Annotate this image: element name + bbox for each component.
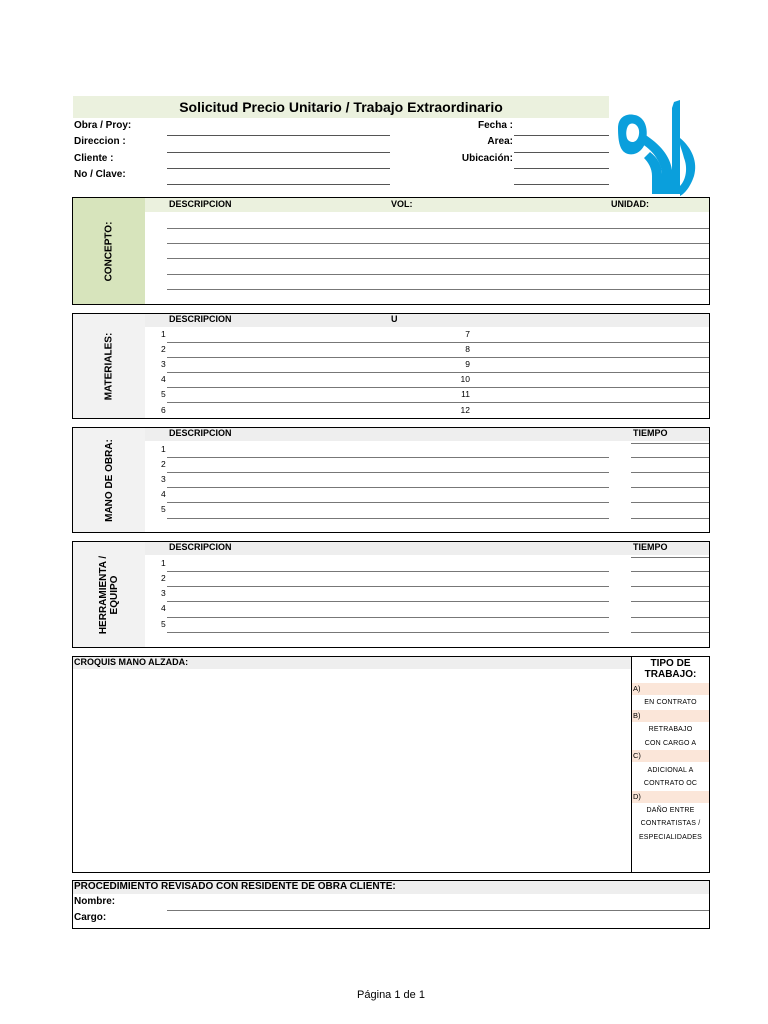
materiales-row-number: 1 [161,329,166,339]
mano-obra-row-number: 3 [161,474,166,484]
tipo-trabajo-title-line2: TRABAJO: [644,669,697,680]
area-field[interactable] [514,152,609,153]
mano-obra-row-number: 5 [161,504,166,514]
tipo-option-d-text: DAÑO ENTRE [646,807,695,814]
materiales-side [73,314,145,418]
mano-obra-tiempo-line[interactable] [631,518,709,519]
concepto-col-unidad: UNIDAD: [611,199,649,209]
herramienta-label-line1: HERRAMIENTA / [98,555,109,634]
fecha-label: Fecha : [477,120,513,131]
materiales-line[interactable] [167,357,709,358]
materiales-row-number: 11 [461,389,470,399]
direccion-field[interactable] [167,152,390,153]
materiales-col-descripcion: DESCRIPCION [169,314,232,324]
tipo-option-a-text: EN CONTRATO [644,699,697,706]
herramienta-tiempo-line[interactable] [631,601,709,602]
herramienta-row-number: 4 [161,603,166,613]
materiales-row-number: 9 [465,359,470,369]
mano-obra-desc-line[interactable] [167,502,609,503]
company-logo-icon [614,98,700,198]
mano-obra-desc-line[interactable] [167,472,609,473]
herramienta-label [98,555,120,633]
herramienta-tiempo-line[interactable] [631,586,709,587]
materiales-row-number: 12 [460,405,470,415]
materiales-line[interactable] [167,372,709,373]
concepto-label: CONCEPTO: [103,221,115,281]
tipo-option-d-text: CONTRATISTAS / [640,820,701,827]
materiales-line[interactable] [167,387,709,388]
herramienta-col-descripcion: DESCRIPCION [169,542,232,552]
area-label: Area: [487,136,513,147]
tipo-option-d-letter[interactable]: D) [632,791,709,803]
fecha-field[interactable] [514,135,609,136]
materiales-row-number: 2 [161,344,166,354]
mano-obra-tiempo-line[interactable] [631,457,709,458]
direccion-label: Direccion : [74,136,126,147]
mano-obra-desc-line[interactable] [167,457,609,458]
procedimiento-label: PROCEDIMIENTO REVISADO CON RESIDENTE DE OBRA CLIENTE: [74,881,396,892]
materiales-row-number: 10 [460,374,470,384]
mano-obra-label: MANO DE OBRA: [103,438,115,522]
tipo-option-a-letter[interactable]: A) [632,683,709,695]
herramienta-label-line2: EQUIPO [109,575,120,614]
herramienta-tiempo-line[interactable] [631,617,709,618]
mano-obra-col-tiempo: TIEMPO [633,428,668,438]
herramienta-row-number: 1 [161,558,166,568]
herramienta-row-number: 5 [161,619,166,629]
materiales-row-number: 3 [161,359,166,369]
tipo-trabajo-title [632,658,709,680]
concepto-line[interactable] [167,243,709,244]
cliente-field[interactable] [167,168,390,169]
mano-obra-col-descripcion: DESCRIPCION [169,428,232,438]
nombre-label: Nombre: [74,896,116,907]
clave-label: No / Clave: [74,169,126,180]
materiales-line[interactable] [167,402,709,403]
concepto-line[interactable] [167,274,709,275]
materiales-label: MATERIALES: [103,332,115,400]
mano-obra-row-number: 4 [161,489,166,499]
materiales-col-u: U [391,314,398,324]
mano-obra-side [73,428,145,532]
concepto-col-descripcion: DESCRIPCION [169,199,232,209]
obra-label: Obra / Proy: [74,120,132,131]
concepto-line[interactable] [167,228,709,229]
concepto-line[interactable] [167,258,709,259]
mano-obra-tiempo-line[interactable] [631,502,709,503]
materiales-line[interactable] [167,342,709,343]
herramienta-tiempo-line[interactable] [631,557,709,558]
materiales-row-number: 5 [161,389,166,399]
tipo-option-d-text: ESPECIALIDADES [638,834,703,841]
mano-obra-desc-line[interactable] [167,487,609,488]
tipo-trabajo-title-line1: TIPO DE [650,658,691,669]
herramienta-desc-line[interactable] [167,632,609,633]
tipo-option-c-letter[interactable]: C) [632,750,709,762]
page-footer: Página 1 de 1 [357,989,425,1001]
mano-obra-row-number: 2 [161,459,166,469]
page-title: Solicitud Precio Unitario / Trabajo Extraordinario [179,99,503,115]
mano-obra-row-number: 1 [161,444,166,454]
croquis-label: CROQUIS MANO ALZADA: [74,657,189,667]
materiales-row-number: 8 [465,344,470,354]
obra-field[interactable] [167,135,390,136]
concepto-side [73,198,145,304]
herramienta-desc-line[interactable] [167,617,609,618]
concepto-col-vol: VOL: [391,199,413,209]
clave-field[interactable] [167,184,390,185]
herramienta-row-number: 3 [161,588,166,598]
tipo-trabajo-panel [631,657,709,872]
cargo-field[interactable] [167,911,709,927]
tipo-option-b-letter[interactable]: B) [632,710,709,722]
croquis-drawing-area[interactable] [73,669,631,872]
ubicacion-label: Ubicación: [461,153,513,164]
materiales-row-number: 6 [161,405,166,415]
herramienta-side [73,542,145,647]
ubicacion-field[interactable] [514,168,609,169]
herramienta-desc-line[interactable] [167,601,609,602]
herramienta-tiempo-line[interactable] [631,632,709,633]
herramienta-tiempo-line[interactable] [631,571,709,572]
extra-field[interactable] [514,184,609,185]
herramienta-desc-line[interactable] [167,571,609,572]
mano-obra-desc-line[interactable] [167,518,609,519]
concepto-line[interactable] [167,289,709,290]
mano-obra-tiempo-line[interactable] [631,487,709,488]
herramienta-desc-line[interactable] [167,586,609,587]
herramienta-row-number: 2 [161,573,166,583]
mano-obra-tiempo-line[interactable] [631,472,709,473]
materiales-row-number: 7 [465,329,470,339]
tipo-option-c-text: ADICIONAL A [647,767,694,774]
materiales-row-number: 4 [161,374,166,384]
mano-obra-tiempo-line[interactable] [631,443,709,444]
tipo-option-b-text: CON CARGO A [644,740,697,747]
cargo-label: Cargo: [74,912,107,923]
materiales-section [72,313,710,419]
herramienta-col-tiempo: TIEMPO [633,542,668,552]
tipo-option-c-text: CONTRATO OC [643,780,698,787]
tipo-option-b-text: RETRABAJO [648,726,693,733]
cliente-label: Cliente : [74,153,114,164]
